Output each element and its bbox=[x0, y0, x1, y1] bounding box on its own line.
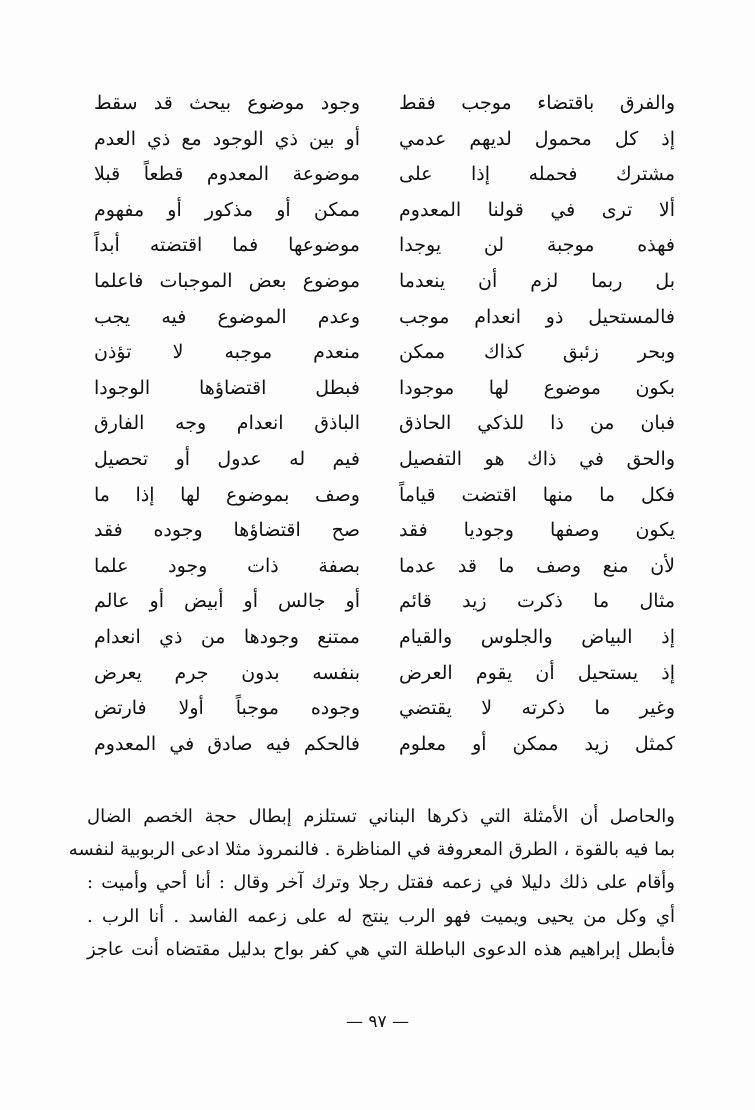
verse-first-hemistich: فكل ما منها اقتضت قياماً bbox=[399, 483, 675, 506]
verse-line bbox=[0, 549, 755, 585]
prose-line: والحاصل أن الأمثلة التي ذكرها البناني تستلزم إبطال حجة الخصم الضال bbox=[87, 806, 675, 827]
verse-line bbox=[0, 335, 755, 371]
prose-line: وأقام على ذلك دليلا في زعمه فقتل رجلا وترك آخر وقال : أنا أحي وأميت : bbox=[87, 872, 675, 894]
verse-second-hemistich: بصفة ذات وجود علما bbox=[94, 554, 360, 577]
verse-line bbox=[0, 228, 755, 264]
verse-line bbox=[0, 513, 755, 549]
verse-first-hemistich: يكون وصفها وجوديا فقد bbox=[399, 519, 675, 542]
prose-paragraph bbox=[68, 800, 675, 966]
verse-line bbox=[0, 300, 755, 336]
verse-line bbox=[0, 157, 755, 193]
verse-second-hemistich: أو بين ذي الوجود مع ذي العدم bbox=[94, 127, 360, 150]
verse-line bbox=[0, 478, 755, 514]
verse-line bbox=[0, 86, 755, 122]
verse-line bbox=[0, 656, 755, 692]
verse-second-hemistich: فبطل اقتضاؤها الوجودا bbox=[94, 376, 360, 399]
verse-first-hemistich: فالمستحيل ذو انعدام موجب bbox=[399, 305, 675, 328]
verse-line bbox=[0, 442, 755, 478]
verse-line bbox=[0, 371, 755, 407]
verse-first-hemistich: مثال ما ذكرت زيد قائم bbox=[399, 590, 675, 613]
verse-first-hemistich: بل ربما لزم أن ينعدما bbox=[399, 269, 675, 292]
verse-second-hemistich: موضوع بعض الموجبات فاعلما bbox=[94, 269, 360, 292]
verse-line bbox=[0, 193, 755, 229]
verse-first-hemistich: كمثل زيد ممكن أو معلوم bbox=[399, 732, 675, 755]
prose-line: أي وكل من يحيى ويميت فهو الرب ينتج له على زعمه الفاسد . أنا الرب . bbox=[87, 905, 675, 927]
verse-first-hemistich: إذ كل محمول لديهم عدمي bbox=[399, 127, 675, 150]
verse-second-hemistich: بنفسه بدون جرم يعرض bbox=[94, 661, 360, 684]
verse-line bbox=[0, 406, 755, 442]
verse-first-hemistich: بكون موضوع لها موجودا bbox=[399, 376, 675, 399]
verse-first-hemistich: والفرق باقتضاء موجب فقط bbox=[399, 92, 675, 114]
verse-line bbox=[0, 264, 755, 300]
verse-second-hemistich: موضوعة المعدوم قطعاً قبلا bbox=[94, 163, 360, 186]
verse-second-hemistich: وجود موضوع بيحث قد سقط bbox=[94, 92, 360, 114]
verse-first-hemistich: إذ البياض والجلوس والقيام bbox=[399, 625, 675, 648]
verse-line bbox=[0, 727, 755, 763]
verse-first-hemistich: والحق في ذاك هو التفصيل bbox=[399, 447, 675, 470]
verse-first-hemistich: وغير ما ذكرته لا يقتضي bbox=[399, 697, 675, 720]
verse-second-hemistich: فيم له عدول أو تحصيل bbox=[94, 447, 360, 470]
verse-line bbox=[0, 620, 755, 656]
verse-first-hemistich: مشترك فحمله إذا على bbox=[399, 163, 675, 186]
poem-verses bbox=[0, 86, 755, 762]
verse-second-hemistich: الباذق انعدام وجه الفارق bbox=[94, 412, 360, 435]
verse-second-hemistich: وجوده موجباً أولا فارتض bbox=[94, 697, 360, 720]
page-number: — ٩٧ — bbox=[345, 1012, 410, 1032]
verse-second-hemistich: أو جالس أو أبيض أو عالم bbox=[94, 590, 360, 613]
prose-line: فأبطل إبراهيم هذه الدعوى الباطلة التي هي كفر بواح بدليل مقتضاه أنت عاجز bbox=[87, 938, 675, 960]
verse-first-hemistich: لأن منع وصف ما قد عدما bbox=[399, 554, 675, 577]
verse-first-hemistich: فبان من ذا للذكي الحاذق bbox=[399, 412, 675, 435]
verse-second-hemistich: منعدم موجبه لا تؤذن bbox=[94, 341, 360, 364]
verse-second-hemistich: صح اقتضاؤها وجوده فقد bbox=[94, 519, 360, 542]
verse-first-hemistich: إذ يستحيل أن يقوم العرض bbox=[399, 661, 675, 684]
verse-line bbox=[0, 122, 755, 158]
verse-second-hemistich: ممتنع وجودها من ذي انعدام bbox=[94, 625, 360, 648]
verse-second-hemistich: ممكن أو مذكور أو مفهوم bbox=[94, 198, 360, 221]
verse-second-hemistich: فالحكم فيه صادق في المعدوم bbox=[94, 732, 360, 755]
verse-first-hemistich: ألا ترى في قولنا المعدوم bbox=[399, 198, 675, 221]
verse-first-hemistich: وبحر زئبق كذاك ممكن bbox=[399, 341, 675, 364]
verse-line bbox=[0, 584, 755, 620]
verse-second-hemistich: موضوعها فما اقتضته أبداً bbox=[94, 234, 360, 257]
verse-second-hemistich: وصف بموضوع لها إذا ما bbox=[94, 483, 360, 506]
verse-line bbox=[0, 691, 755, 727]
verse-second-hemistich: وعدم الموضوع فيه يجب bbox=[94, 305, 360, 328]
verse-first-hemistich: فهذه موجبة لن يوجدا bbox=[399, 234, 675, 257]
prose-line: بما فيه بالقوة ، الطرق المعروفة في المناظرة . فالنمروذ مثلا ادعى الربوبية لنفسه bbox=[68, 839, 675, 861]
